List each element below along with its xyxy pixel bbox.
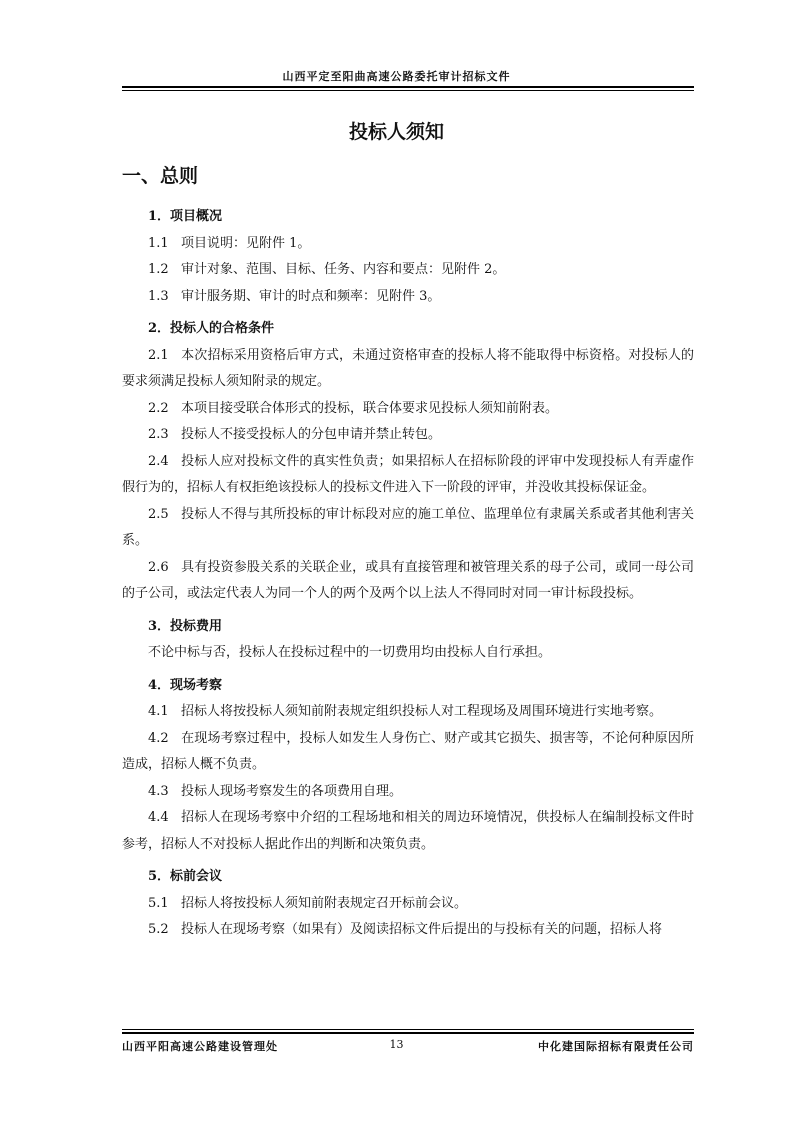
clause-number: 4.2 (148, 730, 169, 746)
clause-number: 2.4 (148, 453, 169, 469)
paragraph-text: 投标人现场考察发生的各项费用自理。 (181, 783, 403, 799)
paragraph-text: 审计对象、范围、目标、任务、内容和要点：见附件 2。 (181, 262, 506, 277)
footer-right-text: 中化建国际招标有限责任公司 (538, 1040, 694, 1053)
clause-number: 1.1 (148, 235, 169, 251)
paragraph-text: 不论中标与否，投标人在投标过程中的一切费用均由投标人自行承担。 (148, 645, 552, 660)
section-heading: 2．投标人的合格条件 (148, 321, 275, 336)
page-number: 13 (389, 1038, 404, 1051)
paragraph (122, 726, 694, 779)
section-heading: 1．项目概况 (148, 209, 223, 224)
clause-number: 5.1 (148, 895, 169, 911)
paragraph-text: 投标人不接受投标人的分包申请并禁止转包。 (181, 427, 442, 442)
paragraph-text: 本项目接受联合体形式的投标，联合体要求见投标人须知前附表。 (181, 400, 559, 416)
paragraph (122, 396, 694, 423)
paragraph-text: 投标人不得与其所投标的审计标段对应的施工单位、监理单位有隶属关系或者其他利害关系。 (122, 506, 694, 548)
paragraph (122, 502, 694, 555)
paragraph-text: 招标人将按投标人须知前附表规定召开标前会议。 (181, 895, 468, 911)
paragraph (122, 231, 694, 258)
paragraph (122, 257, 694, 284)
paragraph-text: 招标人将按投标人须知前附表规定组织投标人对工程现场及周围环境进行实地考察。 (181, 704, 663, 719)
clause-number: 4.1 (148, 704, 169, 719)
header-rule (122, 86, 694, 88)
footer-rule (122, 1029, 694, 1030)
paragraph-text: 审计服务期、审计的时点和频率：见附件 3。 (181, 288, 441, 304)
paragraph-text: 投标人应对投标文件的真实性负责；如果招标人在招标阶段的评审中发现投标人有弄虚作假行为的，招标人有权拒绝该投标人的投标文件进入下一阶段的评审，并没收其投标保证金。 (122, 453, 694, 495)
clause-number: 2.3 (148, 427, 169, 442)
paragraph-text: 项目说明：见附件 1。 (181, 235, 311, 251)
clause-number: 4.3 (148, 783, 169, 799)
running-header: 山西平定至阳曲高速公路委托审计招标文件 (282, 70, 511, 83)
clause-number: 2.6 (148, 559, 169, 575)
paragraph-text: 本次招标采用资格后审方式，未通过资格审查的投标人将不能取得中标资格。对投标人的要求须满足投标人须知附录的规定。 (122, 347, 694, 389)
chapter-heading: 一、总则 (122, 165, 199, 187)
paragraph-text: 具有投资参股关系的关联企业，或具有直接管理和被管理关系的母子公司，或同一母公司的子公司，或法定代表人为同一个人的两个及两个以上法人不得同时对同一审计标段投标。 (122, 559, 694, 601)
section-heading: 4．现场考察 (148, 677, 223, 693)
clause-number: 5.2 (148, 922, 169, 937)
body-content (122, 204, 694, 944)
paragraph (122, 284, 694, 311)
paragraph-text: 招标人在现场考察中介绍的工程场地和相关的周边环境情况，供投标人在编制投标文件时参考，招标人不对投标人据此作出的判断和决策负责。 (122, 810, 694, 852)
footer-left-text: 山西平阳高速公路建设管理处 (122, 1040, 278, 1053)
paragraph (122, 449, 694, 502)
document-title: 投标人须知 (348, 121, 444, 143)
paragraph (122, 805, 694, 858)
clause-number: 2.5 (148, 506, 169, 522)
clause-number: 1.2 (148, 262, 169, 277)
paragraph (122, 640, 694, 667)
footer-rule-thick (122, 1032, 694, 1034)
paragraph (122, 343, 694, 396)
clause-number: 2.1 (148, 347, 169, 363)
paragraph (122, 555, 694, 608)
clause-number: 2.2 (148, 400, 169, 416)
clause-number: 1.3 (148, 288, 169, 304)
paragraph-text: 在现场考察过程中，投标人如发生人身伤亡、财产或其它损失、损害等，不论何种原因所造成，招标人概不负责。 (122, 730, 694, 772)
section-heading: 5．标前会议 (148, 869, 223, 884)
paragraph (122, 422, 694, 449)
paragraph (122, 891, 694, 918)
paragraph (122, 779, 694, 806)
section-heading: 3．投标费用 (148, 618, 223, 634)
paragraph-text: 投标人在现场考察（如果有）及阅读招标文件后提出的与投标有关的问题，招标人将 (181, 922, 663, 937)
paragraph (122, 699, 694, 726)
paragraph (122, 917, 694, 944)
header-rule-thin (122, 90, 694, 91)
clause-number: 4.4 (148, 810, 169, 825)
